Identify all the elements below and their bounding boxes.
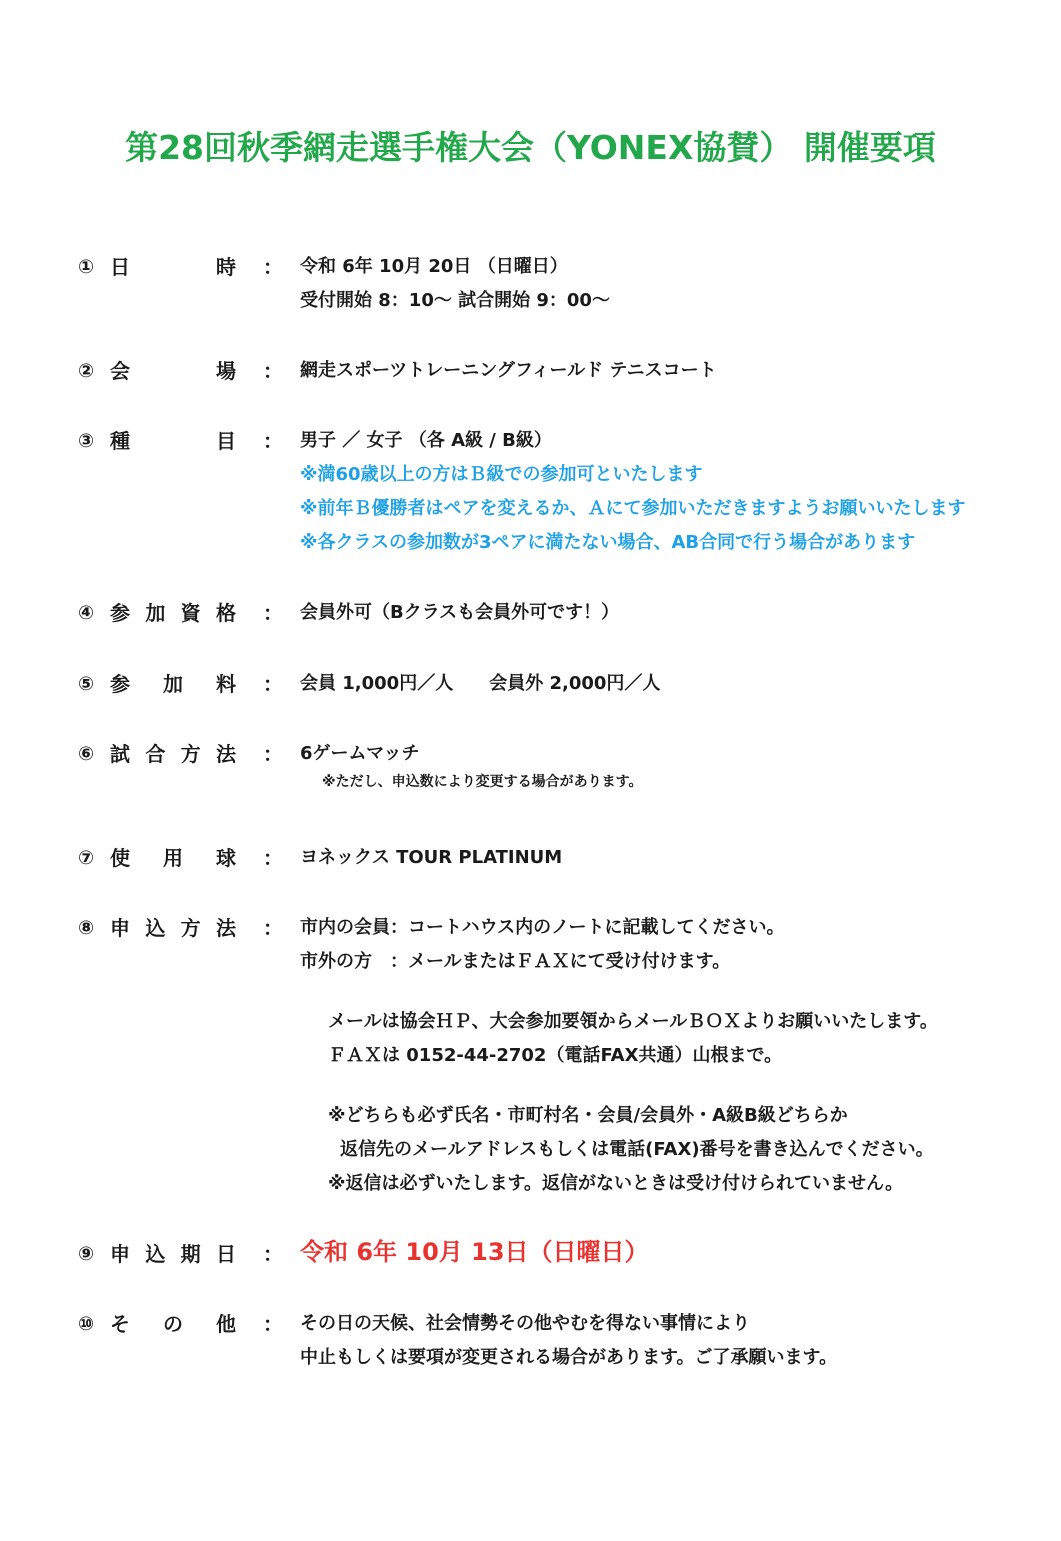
item-content bbox=[300, 911, 938, 1201]
item-content bbox=[300, 737, 643, 793]
colon: ： bbox=[263, 742, 283, 766]
colon: ： bbox=[263, 916, 283, 940]
label-char: 球 bbox=[216, 846, 236, 870]
label-char: 参 bbox=[110, 601, 130, 625]
content-line: 返信先のメールアドレスもしくは電話(FAX)番号を書き込んでください。 bbox=[340, 1139, 934, 1160]
label-char: 申 bbox=[110, 916, 130, 940]
item-number: ② bbox=[78, 360, 95, 382]
label-char: 場 bbox=[216, 359, 236, 383]
label-char: 時 bbox=[216, 255, 236, 279]
label-char: 格 bbox=[215, 601, 236, 625]
item-number: ⑩ bbox=[78, 1313, 95, 1335]
content-line: ※返信は必ずいたします。返信がないときは受け付けられていません。 bbox=[328, 1173, 904, 1194]
label-char: 方 bbox=[180, 742, 201, 766]
colon: ： bbox=[263, 601, 283, 625]
content-line: ※どちらも必ず氏名・市町村名・会員/会員外・A級B級どちらか bbox=[328, 1105, 848, 1126]
item-content bbox=[300, 841, 562, 875]
item-label bbox=[110, 741, 236, 767]
item-content bbox=[300, 424, 966, 560]
item-content bbox=[300, 250, 610, 318]
item-number: ⑨ bbox=[78, 1243, 95, 1265]
content-line: 市外の方 ：メールまたはＦＡＸにて受け付けます。 bbox=[300, 951, 731, 972]
label-char: 他 bbox=[216, 1312, 236, 1336]
item-label bbox=[110, 254, 236, 280]
label-char: 加 bbox=[163, 672, 183, 696]
colon: ： bbox=[263, 846, 283, 870]
item-number: ⑤ bbox=[78, 673, 95, 695]
blue-note: ※前年Ｂ優勝者はペアを変えるか、Ａにて参加いただきますようお願いいたします bbox=[300, 498, 966, 519]
item-label bbox=[110, 671, 236, 697]
label-char: 会 bbox=[110, 359, 130, 383]
label-char: そ bbox=[110, 1312, 130, 1336]
label-char: 込 bbox=[145, 1242, 166, 1266]
item-content bbox=[300, 354, 717, 388]
item-label bbox=[110, 600, 236, 626]
label-char: 目 bbox=[216, 429, 236, 453]
content-line: 令和 6年 10月 20日 （日曜日） bbox=[300, 256, 568, 277]
item-number: ⑧ bbox=[78, 917, 95, 939]
content-line: 中止もしくは要項が変更される場合があります。ご了承願います。 bbox=[300, 1347, 838, 1368]
content-line: ＦＡＸは 0152-44-2702（電話FAX共通）山根まで。 bbox=[328, 1045, 783, 1066]
content-line: 6ゲームマッチ bbox=[300, 743, 420, 764]
label-char: 加 bbox=[145, 601, 166, 625]
colon: ： bbox=[263, 1312, 283, 1336]
item-number: ⑥ bbox=[78, 743, 95, 765]
content-line: 男子 ／ 女子 （各 A級 / B級） bbox=[300, 430, 552, 451]
label-char: の bbox=[163, 1312, 183, 1336]
label-char: 種 bbox=[110, 429, 130, 453]
item-number: ① bbox=[78, 256, 95, 278]
content-line: 受付開始 8：10～ 試合開始 9：00～ bbox=[300, 290, 610, 311]
colon: ： bbox=[263, 1242, 283, 1266]
content-line: 市内の会員：コートハウス内のノートに記載してください。 bbox=[300, 917, 785, 938]
item-label bbox=[110, 428, 236, 454]
label-char: 使 bbox=[110, 846, 130, 870]
item-number: ④ bbox=[78, 602, 95, 624]
deadline-date: 令和 6年 10月 13日（日曜日） bbox=[300, 1238, 649, 1266]
label-char: 込 bbox=[145, 916, 166, 940]
item-content bbox=[300, 1307, 837, 1375]
label-char: 期 bbox=[180, 1242, 201, 1266]
label-char: 用 bbox=[163, 846, 183, 870]
blue-note: ※各クラスの参加数が3ペアに満たない場合、AB合同で行う場合があります bbox=[300, 532, 916, 553]
item-content bbox=[300, 1235, 649, 1269]
content-line: ヨネックス TOUR PLATINUM bbox=[300, 847, 563, 868]
content-line: 会員 1,000円／人 会員外 2,000円／人 bbox=[300, 673, 661, 694]
label-char: 日 bbox=[215, 1242, 236, 1266]
content-line: 網走スポーツトレーニングフィールド テニスコート bbox=[300, 360, 717, 381]
blue-note: ※満60歳以上の方はＢ級での参加可といたします bbox=[300, 464, 703, 485]
colon: ： bbox=[263, 429, 283, 453]
label-char: 申 bbox=[110, 1242, 130, 1266]
item-content bbox=[300, 596, 619, 630]
label-char: 料 bbox=[216, 672, 236, 696]
label-char: 日 bbox=[110, 255, 130, 279]
item-label bbox=[110, 1311, 236, 1337]
item-number: ③ bbox=[78, 430, 95, 452]
small-note: ※ただし、申込数により変更する場合があります。 bbox=[322, 774, 643, 790]
content-line: 会員外可（Bクラスも会員外可です！） bbox=[300, 602, 620, 623]
item-label bbox=[110, 915, 236, 941]
colon: ： bbox=[263, 255, 283, 279]
label-char: 方 bbox=[180, 916, 201, 940]
colon: ： bbox=[263, 672, 283, 696]
item-label bbox=[110, 358, 236, 384]
label-char: 法 bbox=[215, 916, 236, 940]
content-line: メールは協会ＨＰ、大会参加要領からメールＢＯＸよりお願いいたします。 bbox=[328, 1011, 938, 1032]
item-label bbox=[110, 845, 236, 871]
label-char: 法 bbox=[215, 742, 236, 766]
item-content bbox=[300, 667, 660, 701]
label-char: 参 bbox=[110, 672, 130, 696]
page-title: 第28回秋季網走選手権大会（YONEX協賛） 開催要項 bbox=[125, 128, 936, 167]
item-label bbox=[110, 1241, 236, 1267]
label-char: 資 bbox=[180, 601, 201, 625]
content-line: その日の天候、社会情勢その他やむを得ない事情により bbox=[300, 1313, 750, 1334]
item-number: ⑦ bbox=[78, 847, 95, 869]
label-char: 合 bbox=[145, 742, 166, 766]
label-char: 試 bbox=[110, 742, 130, 766]
colon: ： bbox=[263, 359, 283, 383]
